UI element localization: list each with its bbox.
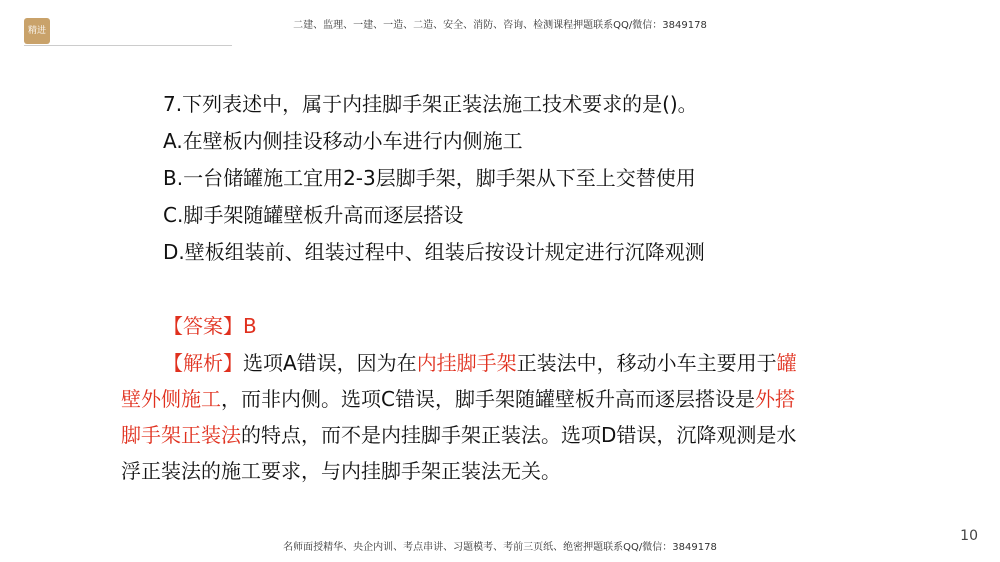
answer-value: B <box>243 314 257 338</box>
page-number: 10 <box>960 528 978 544</box>
analysis-label: 【解析】 <box>163 351 243 375</box>
logo: 精进 <box>24 18 50 44</box>
header-divider <box>24 45 232 46</box>
analysis-segment: 选项A错误，因为在 <box>243 351 417 375</box>
header-text: 二建、监理、一建、一造、二造、安全、消防、咨询、检测课程押题联系QQ/微信：3849178 <box>293 20 707 31</box>
analysis-highlight: 罐壁外侧施工 <box>121 351 797 411</box>
option-d: D.壁板组装前、组装过程中、组装后按设计规定进行沉降观测 <box>163 240 705 264</box>
option-c: C.脚手架随罐壁板升高而逐层搭设 <box>163 203 464 227</box>
answer-label: 【答案】 <box>163 314 243 338</box>
analysis-paragraph <box>121 345 811 489</box>
analysis-segment: 正装法中，移动小车主要用于 <box>516 351 777 375</box>
analysis-highlight: 外搭脚手架正装法 <box>121 387 795 447</box>
analysis-highlight: 内挂脚手架 <box>416 351 517 375</box>
option-b: B.一台储罐施工宜用2-3层脚手架，脚手架从下至上交替使用 <box>163 166 696 190</box>
analysis-segment: ，而非内侧。选项C错误，脚手架随罐壁板升高而逐层搭设是 <box>221 387 755 411</box>
answer-line <box>163 311 257 341</box>
option-a: A.在壁板内侧挂设移动小车进行内侧施工 <box>163 129 523 153</box>
analysis-segment: 的特点，而不是内挂脚手架正装法。选项D错误，沉降观测是水浮正装法的施工要求，与内挂脚手架正装法无关。 <box>121 423 797 483</box>
footer-text: 名师面授精华、央企内训、考点串讲、习题模考、考前三页纸、绝密押题联系QQ/微信：3849178 <box>283 542 717 553</box>
question-stem: 7.下列表述中，属于内挂脚手架正装法施工技术要求的是()。 <box>163 92 698 116</box>
question-block <box>163 86 923 271</box>
